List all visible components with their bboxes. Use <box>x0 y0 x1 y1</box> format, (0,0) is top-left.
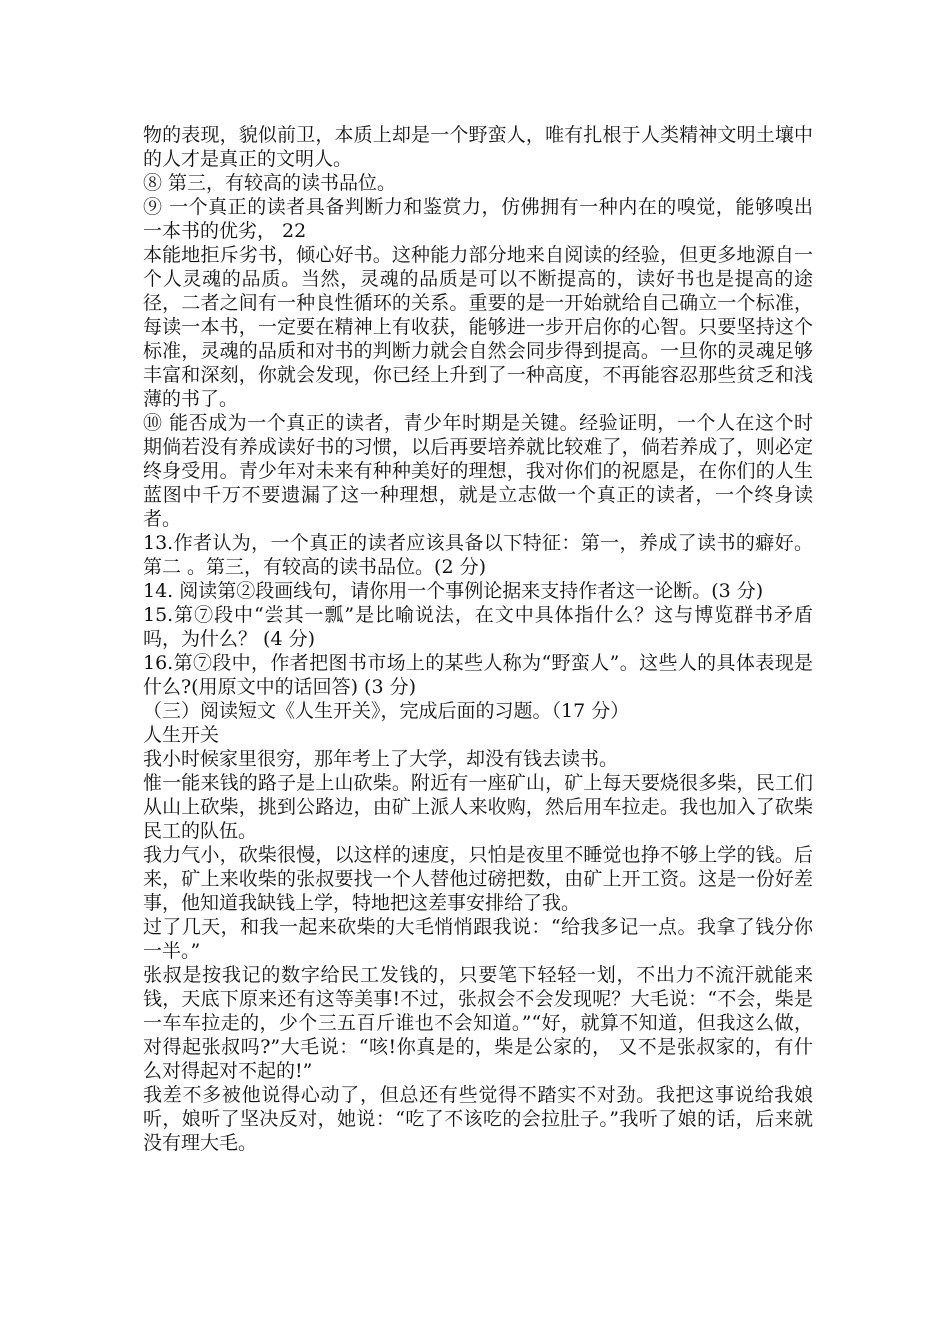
question-13: 13.作者认为，一个真正的读者应该具备以下特征：第一，养成了读书的癖好。第二 。第三，有较高的读书品位。(2 分) <box>143 532 813 578</box>
paragraph: 过了几天，和我一起来砍柴的大毛悄悄跟我说：“给我多记一点。我拿了钱分你一半。” <box>143 916 813 962</box>
paragraph: ⑨ 一个真正的读者具备判断力和鉴赏力，仿佛拥有一种内在的嗅觉，能够嗅出一本书的优劣， 22 <box>143 196 813 242</box>
question-14: 14. 阅读第②段画线句，请你用一个事例论据来支持作者这一论断。(3 分) <box>143 580 764 602</box>
paragraph: 我差不多被他说得心动了，但总还有些觉得不踏实不对劲。我把这事说给我娘听，娘听了坚决反对，她说：“吃了不该吃的会拉肚子。”我听了娘的话，后来就没有理大毛。 <box>143 1084 813 1154</box>
paragraph: 我力气小，砍柴很慢，以这样的速度，只怕是夜里不睡觉也挣不够上学的钱。后来，矿上来收柴的张叔要找一个人替他过磅把数，由矿上开工资。这是一份好差事，他知道我缺钱上学，特地把这差事安排给了我。 <box>143 844 813 914</box>
document-body <box>143 123 813 1155</box>
question-16: 16.第⑦段中，作者把图书市场上的某些人称为“野蛮人”。这些人的具体表现是什么?(用原文中的话回答) (3 分) <box>143 652 813 698</box>
paragraph: 惟一能来钱的路子是上山砍柴。附近有一座矿山，矿上每天要烧很多柴，民工们从山上砍柴，挑到公路边，由矿上派人来收购，然后用车拉走。我也加入了砍柴民工的队伍。 <box>143 772 813 842</box>
paragraph: 张叔是按我记的数字给民工发钱的，只要笔下轻轻一划，不出力不流汗就能来钱，天底下原来还有这等美事!不过，张叔会不会发现呢？大毛说：“不会，柴是一车车拉走的，少个三五百斤谁也不会知道。”“好，就算不知道，但我这么做，对得起张叔吗?”大毛说：“咳!你真是的，柴是公家的， 又不是张叔家的，有什么对得起对不起的!” <box>143 964 813 1082</box>
paragraph: 物的表现，貌似前卫，本质上却是一个野蛮人，唯有扎根于人类精神文明土壤中的人才是真正的文明人。 <box>143 124 813 170</box>
section-heading: （三）阅读短文《人生开关》，完成后面的习题。（17 分） <box>143 700 630 722</box>
paragraph: ⑧ 第三，有较高的读书品位。 <box>143 172 397 194</box>
article-title: 人生开关 <box>143 724 220 746</box>
question-15: 15.第⑦段中“尝其一瓢”是比喻说法，在文中具体指什么？这与博览群书矛盾吗，为什么？ (4 分) <box>143 604 813 650</box>
paragraph: ⑩ 能否成为一个真正的读者，青少年时期是关键。经验证明，一个人在这个时期倘若没有养成读好书的习惯，以后再要培养就比较难了，倘若养成了，则必定终身受用。青少年对未来有种种美好的理想，我对你们的祝愿是，在你们的人生蓝图中千万不要遗漏了这一种理想，就是立志做一个真正的读者，一个终身读者。 <box>143 412 813 530</box>
paragraph: 我小时候家里很穷，那年考上了大学，却没有钱去读书。 <box>143 748 619 770</box>
paragraph: 本能地拒斥劣书，倾心好书。这种能力部分地来自阅读的经验，但更多地源自一个人灵魂的品质。当然，灵魂的品质是可以不断提高的，读好书也是提高的途径，二者之间有一种良性循环的关系。重要的是一开始就给自己确立一个标准，每读一本书，一定要在精神上有收获，能够进一步开启你的心智。只要坚持这个标准，灵魂的品质和对书的判断力就会自然会同步得到提高。一旦你的灵魂足够丰富和深刻，你就会发现，你已经上升到了一种高度，不再能容忍那些贫乏和浅薄的书了。 <box>143 244 813 410</box>
